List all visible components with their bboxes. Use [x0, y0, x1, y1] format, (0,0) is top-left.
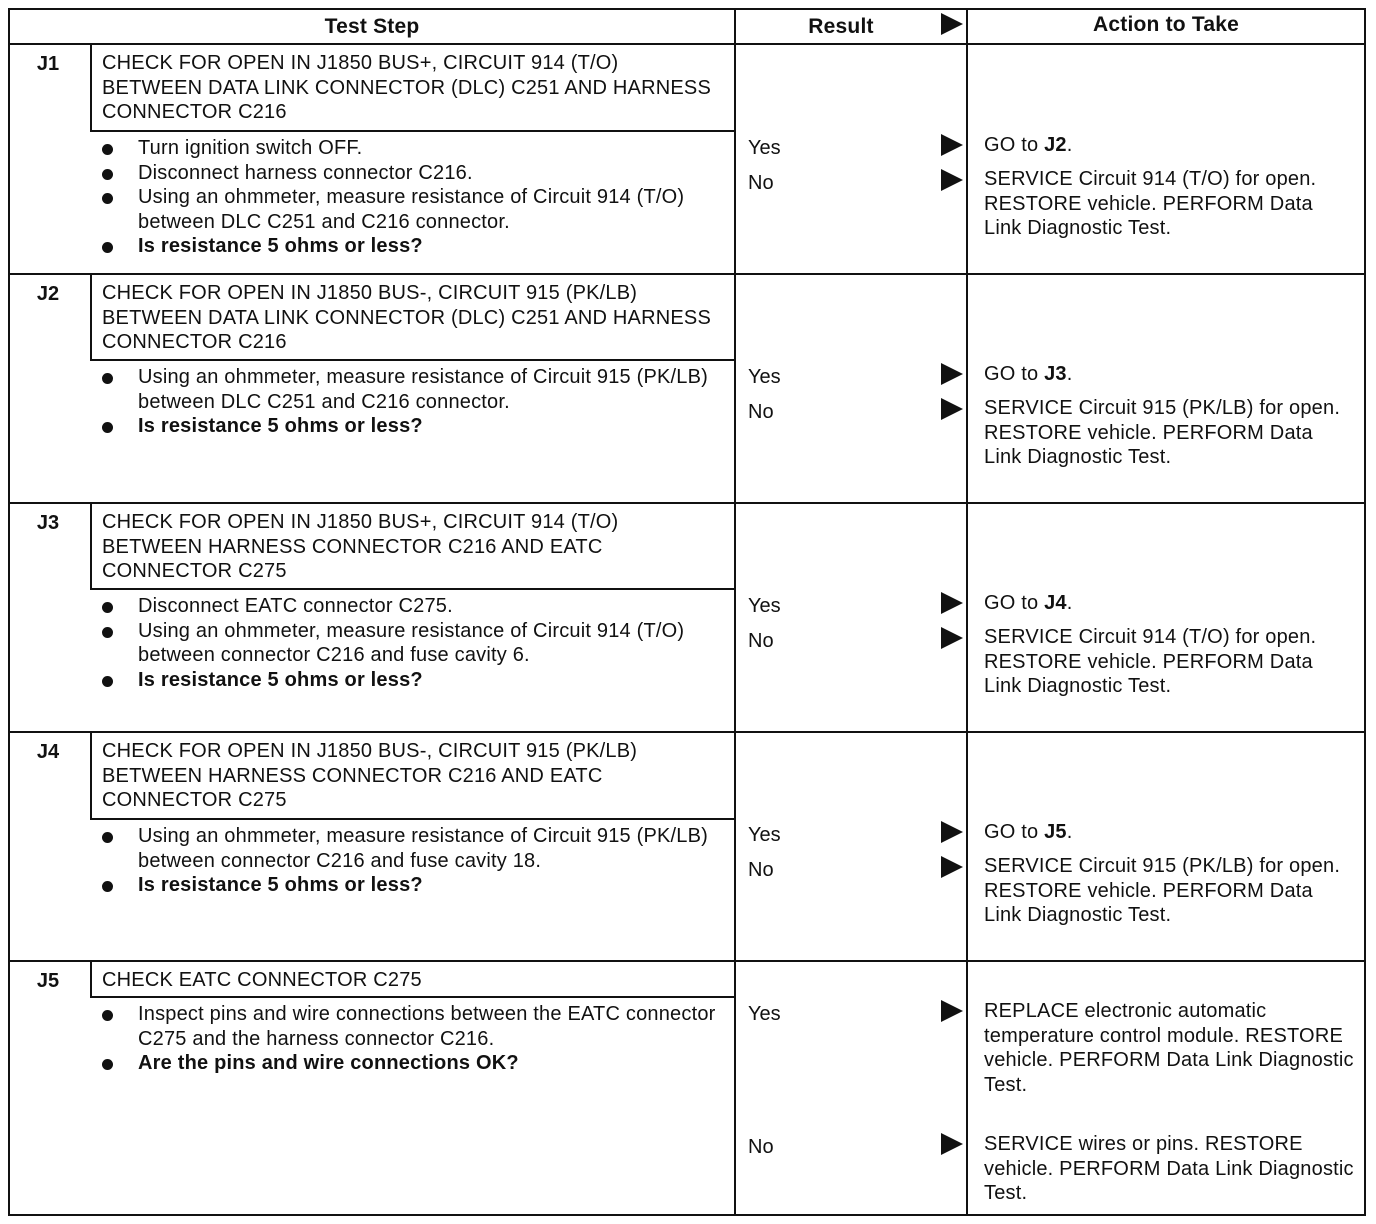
- question-item: [100, 1051, 730, 1076]
- action-yes: [984, 820, 1356, 845]
- arrow-right-icon: [941, 169, 963, 191]
- arrow-right-icon: [941, 398, 963, 420]
- goto-step: J4: [1044, 592, 1067, 614]
- question-text: Is resistance 5 ohms or less?: [138, 874, 423, 896]
- bullet-text: Using an ohmmeter, measure resistance of Circuit 914 (T/O) between DLC C251 and C216 connector.: [138, 186, 685, 233]
- question-item: [100, 234, 730, 259]
- action-no: SERVICE wires or pins. RESTORE vehicle. PERFORM Data Link Diagnostic Test.: [984, 1133, 1354, 1204]
- bullet-text: Turn ignition switch OFF.: [138, 137, 363, 159]
- step-id: J1: [36, 53, 60, 75]
- row-divider: [8, 960, 1366, 962]
- header-test-step: Test Step: [324, 15, 420, 38]
- header-action: Action to Take: [1093, 13, 1239, 36]
- result-yes: Yes: [748, 1003, 781, 1025]
- result-yes: Yes: [748, 137, 781, 159]
- bullet-icon: [102, 242, 113, 253]
- step-title: CHECK FOR OPEN IN J1850 BUS+, CIRCUIT 914 (T/O) BETWEEN HARNESS CONNECTOR C216 AND EATC CONNECTOR C275: [102, 511, 619, 582]
- arrow-right-icon: [941, 1133, 963, 1155]
- bullet-icon: [102, 169, 113, 180]
- bullet-icon: [102, 676, 113, 687]
- arrow-right-icon: [941, 821, 963, 843]
- step-title: CHECK FOR OPEN IN J1850 BUS-, CIRCUIT 915 (PK/LB) BETWEEN HARNESS CONNECTOR C216 AND EATC CONNECTOR C275: [102, 740, 638, 811]
- bullet-icon: [102, 373, 113, 384]
- result-yes: Yes: [748, 595, 781, 617]
- bullet-icon: [102, 832, 113, 843]
- bullet-item: [100, 1002, 730, 1051]
- result-no: No: [748, 630, 774, 652]
- bullet-item: [100, 365, 730, 414]
- title-divider: [90, 588, 736, 590]
- action-no: SERVICE Circuit 915 (PK/LB) for open. RESTORE vehicle. PERFORM Data Link Diagnostic Test.: [984, 397, 1341, 468]
- arrow-right-icon: [941, 1000, 963, 1022]
- bullet-text: Disconnect harness connector C216.: [138, 161, 473, 184]
- title-divider: [90, 818, 736, 820]
- result-no: No: [748, 1136, 774, 1158]
- header-arrow-icon: [941, 13, 963, 35]
- result-yes: Yes: [748, 366, 781, 388]
- result-no: No: [748, 172, 774, 194]
- row-divider: [8, 731, 1366, 733]
- bullet-text: Using an ohmmeter, measure resistance of Circuit 914 (T/O) between connector C216 and fuse cavity 6.: [138, 619, 685, 666]
- title-divider: [90, 359, 736, 361]
- bullet-icon: [102, 1059, 113, 1070]
- action-text: GO to: [984, 134, 1045, 156]
- bullet-icon: [102, 602, 113, 613]
- action-yes: [984, 999, 1356, 1097]
- bullet-icon: [102, 193, 113, 204]
- question-text: Are the pins and wire connections OK?: [138, 1052, 519, 1074]
- question-text: Is resistance 5 ohms or less?: [138, 415, 423, 437]
- action-text: .: [1066, 134, 1073, 156]
- question-text: Is resistance 5 ohms or less?: [138, 235, 423, 257]
- title-divider: [90, 996, 736, 998]
- bullet-item: [100, 824, 730, 873]
- bullet-text: Using an ohmmeter, measure resistance of Circuit 915 (PK/LB) between connector C216 and fuse cavity 18.: [138, 825, 709, 872]
- action-yes: [984, 591, 1356, 616]
- step-id-divider: [90, 273, 92, 359]
- question-item: [100, 873, 730, 898]
- arrow-right-icon: [941, 363, 963, 385]
- step-title: CHECK EATC CONNECTOR C275: [102, 969, 422, 991]
- step-id-divider: [90, 960, 92, 996]
- row-divider: [8, 502, 1366, 504]
- bullet-text: Inspect pins and wire connections between the EATC connector C275 and the harness connector C216.: [138, 1003, 716, 1050]
- bullet-icon: [102, 422, 113, 433]
- action-no: SERVICE Circuit 914 (T/O) for open. RESTORE vehicle. PERFORM Data Link Diagnostic Test.: [984, 626, 1317, 697]
- step-bullets: [100, 365, 730, 439]
- step-id: J2: [36, 283, 60, 305]
- bullet-icon: [102, 881, 113, 892]
- arrow-right-icon: [941, 592, 963, 614]
- question-item: [100, 414, 730, 439]
- title-divider: [90, 130, 736, 132]
- result-yes: Yes: [748, 824, 781, 846]
- bullet-text: Using an ohmmeter, measure resistance of Circuit 915 (PK/LB) between DLC C251 and C216 connector.: [138, 366, 709, 413]
- action-text: REPLACE electronic automatic temperature control module. RESTORE vehicle. PERFORM Data Link Diagnostic Test.: [984, 1000, 1354, 1096]
- bullet-item: [100, 619, 730, 668]
- step-id: J4: [36, 741, 60, 763]
- goto-step: J2: [1044, 134, 1067, 156]
- action-no: SERVICE Circuit 915 (PK/LB) for open. RESTORE vehicle. PERFORM Data Link Diagnostic Test.: [984, 855, 1341, 926]
- action-text: .: [1066, 821, 1073, 843]
- bullet-item: [100, 594, 730, 619]
- step-id: J5: [36, 970, 60, 992]
- header-result: Result: [808, 15, 874, 38]
- arrow-right-icon: [941, 134, 963, 156]
- step-bullets: [100, 594, 730, 692]
- step-id-divider: [90, 43, 92, 130]
- step-bullets: [100, 1002, 730, 1076]
- result-no: No: [748, 859, 774, 881]
- step-title: CHECK FOR OPEN IN J1850 BUS+, CIRCUIT 914 (T/O) BETWEEN DATA LINK CONNECTOR (DLC) C251 AND HARNESS CONNECTOR C216: [102, 52, 712, 123]
- step-bullets: [100, 824, 730, 898]
- result-no: No: [748, 401, 774, 423]
- action-yes: [984, 133, 1356, 158]
- bullet-item: [100, 136, 730, 161]
- step-id-divider: [90, 731, 92, 818]
- arrow-right-icon: [941, 856, 963, 878]
- arrow-right-icon: [941, 627, 963, 649]
- goto-step: J3: [1044, 363, 1067, 385]
- action-yes: [984, 362, 1356, 387]
- action-text: .: [1066, 363, 1073, 385]
- question-text: Is resistance 5 ohms or less?: [138, 668, 423, 691]
- step-id: J3: [36, 512, 60, 534]
- action-text: GO to: [984, 363, 1045, 385]
- step-title: CHECK FOR OPEN IN J1850 BUS-, CIRCUIT 915 (PK/LB) BETWEEN DATA LINK CONNECTOR (DLC) C251 AND HARNESS CONNECTOR C216: [102, 282, 712, 353]
- bullet-item: [100, 161, 730, 186]
- bullet-icon: [102, 144, 113, 155]
- action-text: .: [1066, 592, 1073, 614]
- question-item: [100, 668, 730, 693]
- bullet-icon: [102, 627, 113, 638]
- bullet-item: [100, 185, 730, 234]
- bullet-text: Disconnect EATC connector C275.: [138, 595, 453, 617]
- action-text: GO to: [984, 592, 1045, 614]
- action-text: GO to: [984, 821, 1045, 843]
- action-no: SERVICE Circuit 914 (T/O) for open. RESTORE vehicle. PERFORM Data Link Diagnostic Test.: [984, 168, 1317, 239]
- step-bullets: [100, 136, 730, 259]
- row-divider: [8, 273, 1366, 275]
- bullet-icon: [102, 1010, 113, 1021]
- goto-step: J5: [1044, 821, 1067, 843]
- step-id-divider: [90, 502, 92, 588]
